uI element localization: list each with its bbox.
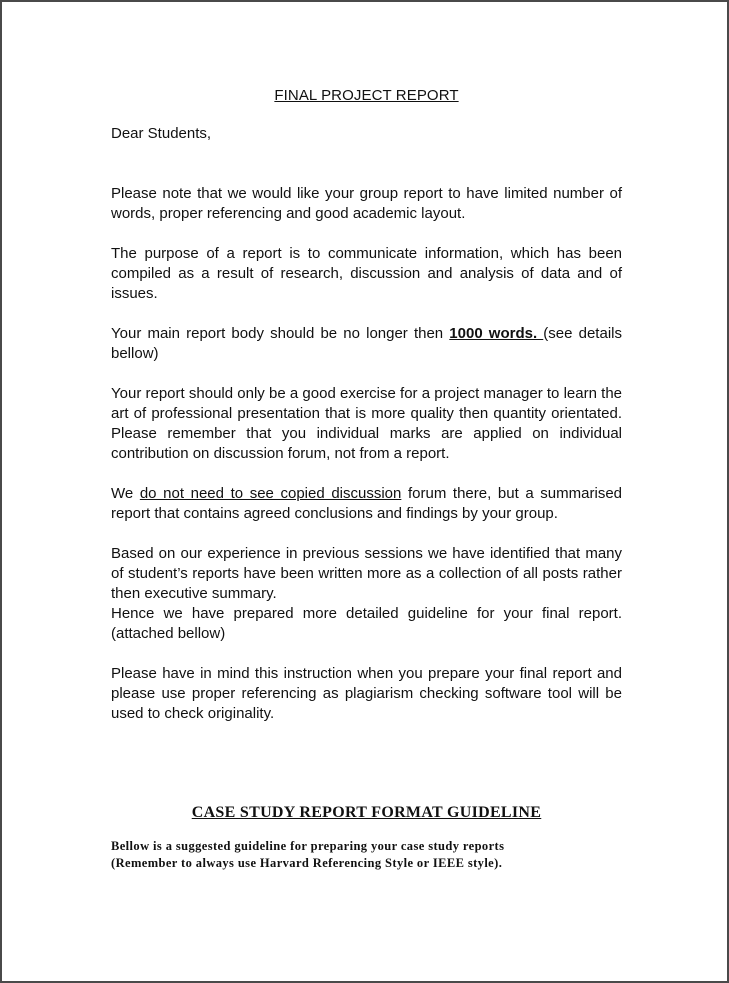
paragraph-purpose: The purpose of a report is to communicate information, which has been compiled as a result of research, discussion and analysis of data and of issues. (111, 245, 622, 302)
experience-text: Based on our experience in previous sessions we have identified that many of student’s reports have been written more as a collection of all posts rather then executive summary. (111, 545, 622, 602)
guideline-note: Hence we have prepared more detailed guideline for your final report. (attached bellow) (111, 605, 622, 642)
document-title: FINAL PROJECT REPORT (274, 87, 459, 104)
paragraph-exercise: Your report should only be a good exercise for a project manager to learn the art of professional presentation that is more quality then quantity orientated. Please remember that you individual marks are applied on individual contribution on discussion forum, not from a report. (111, 385, 622, 462)
paragraph-word-limit: Please note that we would like your group report to have limited number of words, proper referencing and good academic layout. (111, 185, 622, 222)
paragraph-discussion (111, 484, 622, 524)
greeting: Dear Students, (111, 125, 212, 142)
length-text-before: Your main report body should be no longer then (111, 325, 450, 342)
guideline-title: CASE STUDY REPORT FORMAT GUIDELINE (191, 804, 542, 821)
paragraph-experience (111, 544, 622, 644)
guideline-referencing: (Remember to always use Harvard Referencing Style or IEEE style). (111, 856, 503, 870)
length-text-after: (see details bellow) (111, 325, 622, 362)
guideline-intro: Bellow is a suggested guideline for preparing your case study reports (111, 839, 505, 853)
paragraph-instruction: Please have in mind this instruction when you prepare your final report and please use proper referencing as plagiarism checking software tool will be used to check originality. (111, 665, 622, 722)
paragraph-length (111, 324, 622, 364)
word-count-emphasis: 1000 words. (449, 325, 544, 342)
discussion-text-after: forum there, but a summarised report that contains agreed conclusions and findings by your group. (111, 485, 622, 522)
guideline-section (111, 802, 622, 872)
letter-body (111, 86, 622, 744)
discussion-text-before: We (111, 485, 140, 502)
copied-discussion-emphasis: do not need to see copied discussion (139, 485, 402, 502)
